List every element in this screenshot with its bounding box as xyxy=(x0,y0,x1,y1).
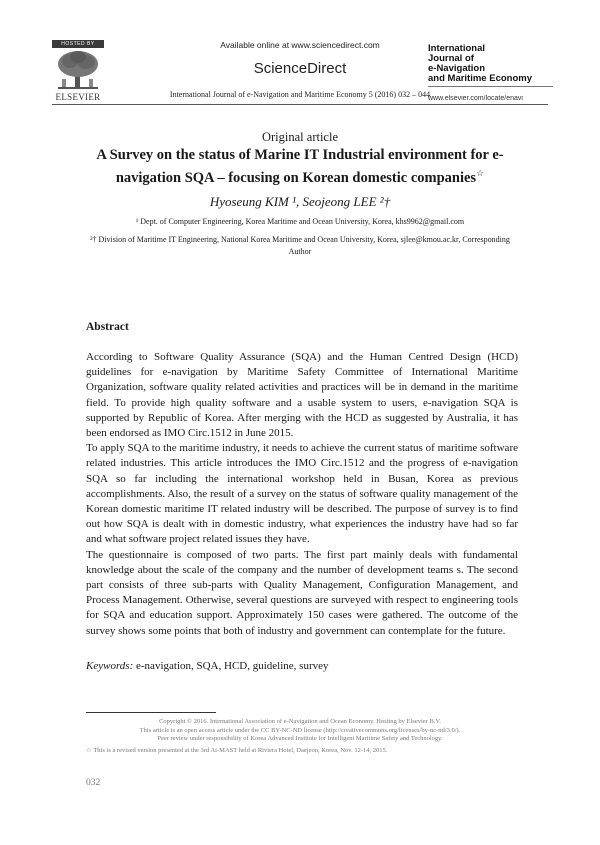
page-number: 032 xyxy=(86,778,101,788)
journal-divider xyxy=(428,86,553,87)
affiliation-1: ¹ Dept. of Computer Engineering, Korea Maritime and Ocean University, Korea, khs9962@gmail.com xyxy=(135,217,465,226)
sciencedirect-title: ScienceDirect xyxy=(253,60,347,77)
copyright-notice xyxy=(86,718,514,744)
journal-citation: International Journal of e-Navigation and Maritime Economy 5 (2016) 032 – 044 xyxy=(169,90,431,99)
abstract-paragraph: The questionnaire is composed of two parts. The first part mainly deals with fundamental knowledge about the scale of the company and the number of development teams s. The second part consists of three sub-parts with Quality Management, Configuration Management, and Process Management. Otherwise, several questions are surveyed with respect to engineering tools for SQA and education support. Approximately 150 cases were gathered. The outcome of the survey shows some points that both of industry and government can contemplate for the future. xyxy=(86,548,518,637)
hosted-by-banner: HOSTED BY xyxy=(52,40,104,48)
revision-footnote: ☆ This is a revised version presented at the 3rd Ai-MAST held at Riviera Hotel, Daejeon, Korea, Nov. 12-14, 2015. xyxy=(86,747,388,754)
journal-name-line: e-Navigation xyxy=(428,63,486,74)
keywords xyxy=(86,660,328,672)
journal-name-line: International xyxy=(428,43,486,54)
journal-name-line: and Maritime Economy xyxy=(428,73,532,84)
keywords-label: Keywords: xyxy=(86,660,134,672)
journal-url[interactable]: www.elsevier.com/locate/enavi xyxy=(428,95,523,102)
article-title-text: A Survey on the status of Marine IT Industrial environment for e-navigation SQA – focusing on Korean domestic companies xyxy=(96,147,504,186)
article-type: Original article xyxy=(261,130,338,144)
copyright-line: Peer review under responsibility of Korea Advanced Institute for Intelligent Maritime Safety and Technology. xyxy=(157,735,443,742)
abstract-body xyxy=(86,350,518,639)
header-rule xyxy=(52,104,548,105)
elsevier-wordmark: ELSEVIER xyxy=(55,92,101,102)
elsevier-logo xyxy=(52,40,104,102)
abstract-paragraph: To apply SQA to the maritime industry, it needs to achieve the current status of maritime software related industries. This article introduces the IMO Circ.1512 and the progress of e-navigation SQA so far including the international workshop held in Busan, Korea as previous accomplishments. Also, the result of a survey on the status of software quality management of the Korean domestic maritime IT related industry will be described. The purpose of survey is to find out how SQA is dealt with in domestic industry, what experiences the industry have had so far and what software project related issues they have. xyxy=(86,442,518,546)
abstract-heading: Abstract xyxy=(86,321,129,333)
journal-name xyxy=(428,44,553,84)
keywords-text: e-navigation, SQA, HCD, guideline, survey xyxy=(133,660,329,672)
elsevier-tree-icon xyxy=(56,49,100,91)
affiliation-2: ²† Division of Maritime IT Engineering, National Korea Maritime and Ocean University, Korea, sjlee@kmou.ac.kr, Corresponding Author xyxy=(90,235,510,256)
available-online: Available online at www.sciencedirect.com xyxy=(220,40,380,50)
abstract-paragraph: According to Software Quality Assurance (SQA) and the Human Centred Design (HCD) guidelines for e-navigation by Maritime Safety Committee of International Maritime Organization, software quality related activities and practices will be in demand in the maritime field. To provide high quality software and a usable system to users, e-navigation SQA is supported by Republic of Korea. After merging with the HCD as suggested by Australia, it has been endorsed as IMO Circ.1512 in June 2015. xyxy=(86,351,518,440)
journal-name-line: Journal of xyxy=(428,53,474,64)
title-footnote-mark: ☆ xyxy=(476,168,485,178)
copyright-line: This article is an open access article under the CC BY-NC-ND license (http://creativecommons.org/licenses/by-nc-nd/3.0/). xyxy=(139,726,461,734)
copyright-line: Copyright © 2016. International Association of e-Navigation and Ocean Economy. Hosting by Elsevier B.V. xyxy=(159,718,441,725)
footnote-rule xyxy=(86,712,216,713)
article-title xyxy=(70,146,530,187)
author-list: Hyoseung KIM ¹, Seojeong LEE ²† xyxy=(209,194,391,209)
